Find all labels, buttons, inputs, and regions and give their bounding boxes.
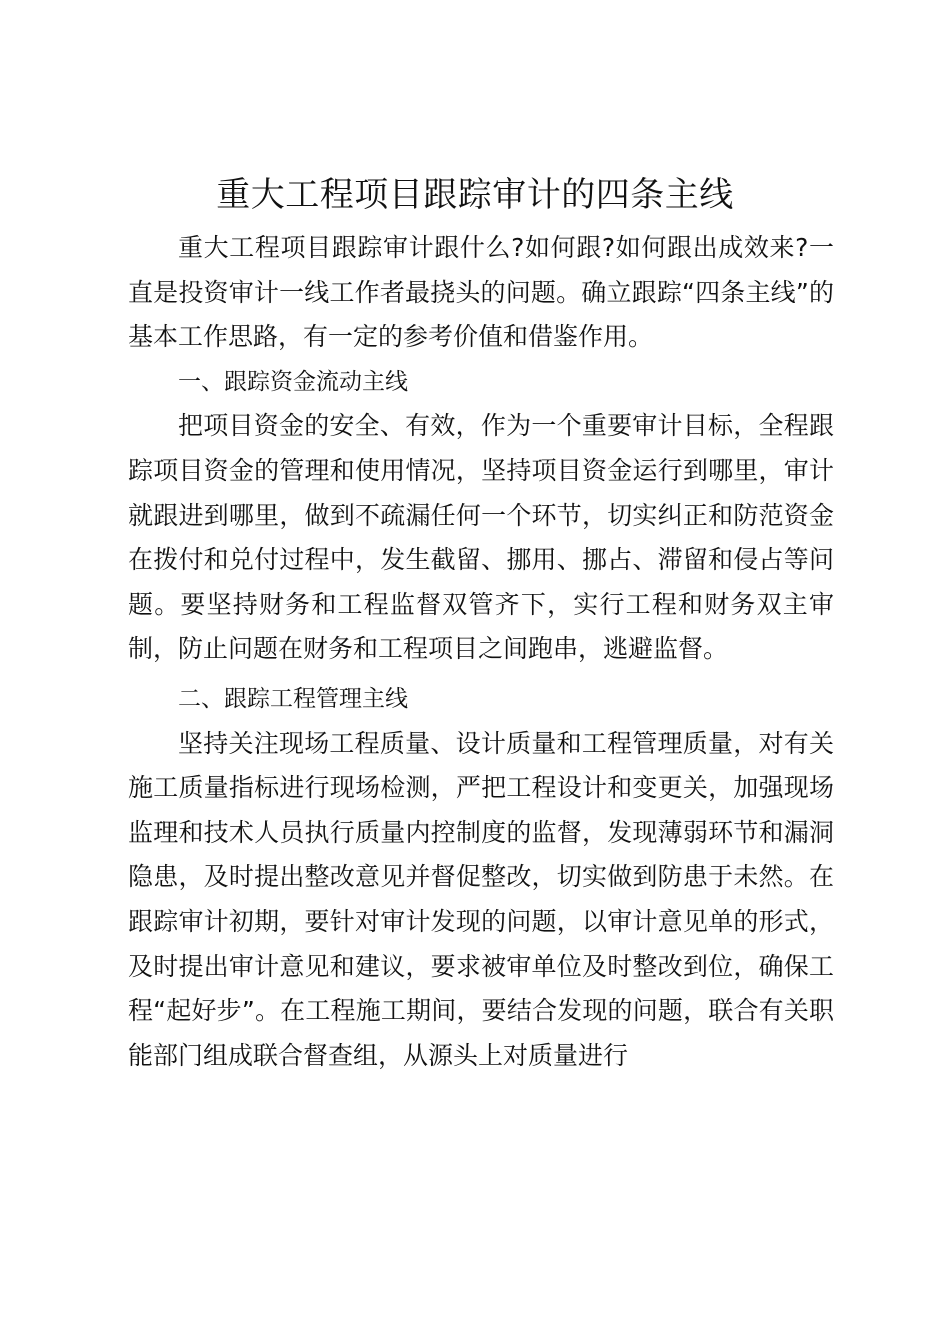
section-body-project-management: 坚持关注现场工程质量、设计质量和工程管理质量，对有关施工质量指标进行现场检测，严把工程设计和变更关，加强现场监理和技术人员执行质量内控制度的监督，发现薄弱环节和漏洞隐患，及时提出整改意见并督促整改，切实做到防患于未然。在跟踪审计初期，要针对审计发现的问题，以审计意见单的形式，及时提出审计意见和建议，要求被审单位及时整改到位，确保工程“起好步”。在工程施工期间，要结合发现的问题，联合有关职能部门组成联合督查组，从源头上对质量进行 [128, 728, 834, 1070]
document-body [128, 226, 834, 1078]
document-title: 重大工程项目跟踪审计的四条主线 [216, 175, 734, 215]
section-body-fund-flow: 把项目资金的安全、有效，作为一个重要审计目标，全程跟踪项目资金的管理和使用情况，坚持项目资金运行到哪里，审计就跟进到哪里，做到不疏漏任何一个环节，切实纠正和防范资金在拨付和兑付过程中，发生截留、挪用、挪占、滞留和侵占等问题。要坚持财务和工程监督双管齐下，实行工程和财务双主审制，防止问题在财务和工程项目之间跑串，逃避监督。 [128, 411, 834, 664]
intro-paragraph: 重大工程项目跟踪审计跟什么?如何跟?如何跟出成效来?一直是投资审计一线工作者最挠头的问题。确立跟踪“四条主线”的基本工作思路，有一定的参考价值和借鉴作用。 [128, 233, 834, 352]
section-heading-project-management: 二、跟踪工程管理主线 [178, 685, 408, 712]
section-heading-fund-flow: 一、跟踪资金流动主线 [178, 368, 408, 395]
